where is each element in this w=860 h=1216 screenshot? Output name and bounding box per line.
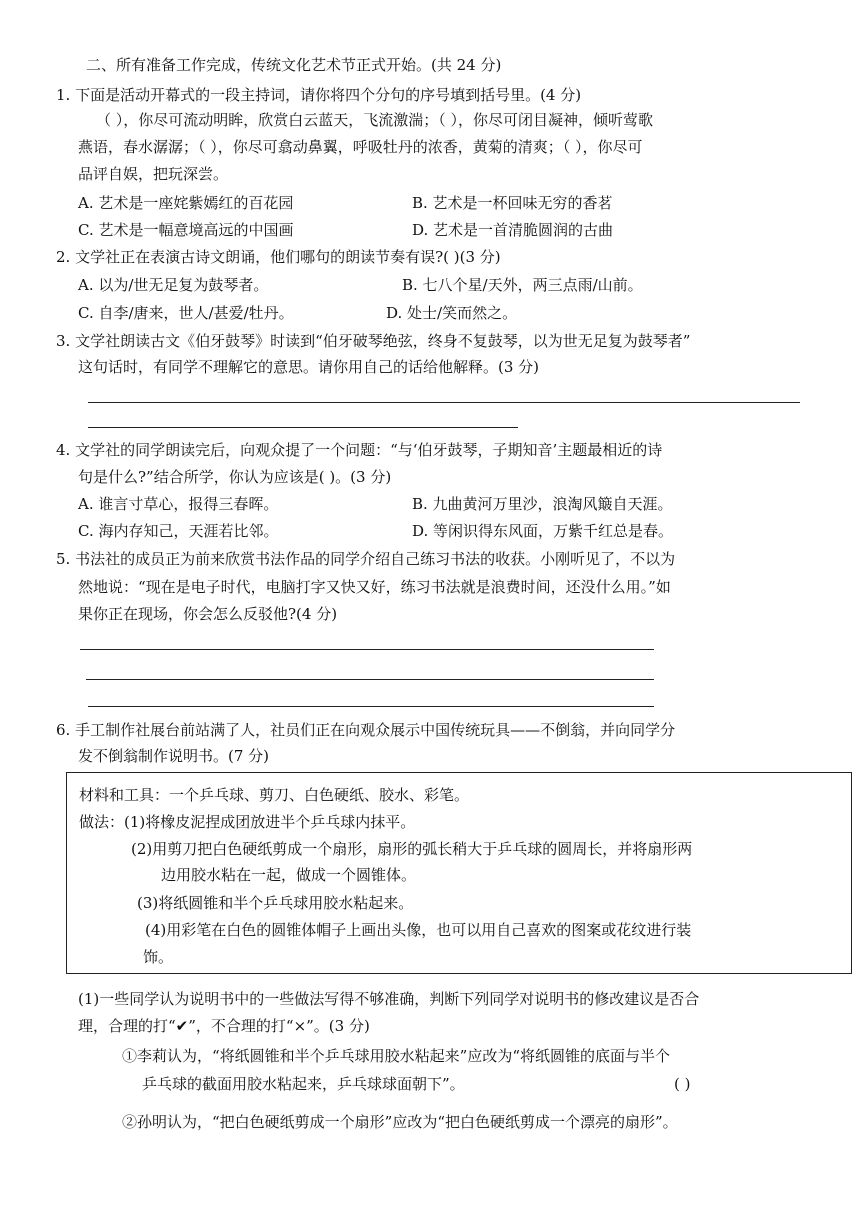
q6-item-1-line-2: 乒乓球的截面用胶水粘起来，乒乓球球面朝下”。: [142, 1075, 465, 1093]
q6-sub1-stem-line-1: (1)一些同学认为说明书中的一些做法写得不够准确，判断下列同学对说明书的修改建议是否合: [78, 990, 700, 1008]
q6-item-2: ②孙明认为，“把白色硬纸剪成一个扇形”应改为“把白色硬纸剪成一个漂亮的扇形”。: [122, 1113, 678, 1131]
q1-passage-line-3: 品评自娱，把玩深尝。: [78, 165, 229, 183]
q1-option-c: C. 艺术是一幅意境高远的中国画: [78, 221, 294, 239]
q4-option-c: C. 海内存知己，天涯若比邻。: [78, 522, 279, 540]
q4-option-a: A. 谁言寸草心，报得三春晖。: [78, 495, 279, 513]
q2-option-d: D. 处士/笑而然之。: [386, 304, 518, 322]
q1-passage-line-2: 燕语，春水潺潺；（ ），你尽可翕动鼻翼，呼吸牡丹的浓香，黄菊的清爽；（ ），你尽可: [78, 138, 643, 156]
q6-stem-line-1: 6. 手工制作社展台前站满了人，社员们正在向观众展示中国传统玩具——不倒翁，并向同学分: [56, 721, 676, 739]
step-4-line-2: 饰。: [143, 948, 174, 966]
q6-sub1-stem-line-2: 理，合理的打“✔”，不合理的打“×”。(3 分): [78, 1017, 370, 1035]
step-4-line-1: (4)用彩笔在白色的圆锥体帽子上画出头像，也可以用自己喜欢的图案或花纹进行装: [145, 921, 692, 939]
q1-option-d: D. 艺术是一首清脆圆润的古曲: [412, 221, 614, 239]
q5-stem-line-1: 5. 书法社的成员正为前来欣赏书法作品的同学介绍自己练习书法的收获。小刚听见了，不以为: [56, 550, 676, 568]
q1-passage-line-1: （ ），你尽可流动明眸，欣赏白云蓝天，飞流激湍；（ ），你尽可闭目凝神，倾听莺歌: [96, 111, 654, 129]
step-3: (3)将纸圆锥和半个乒乓球用胶水粘起来。: [137, 894, 414, 912]
q6-item-1-line-1: ①李莉认为，“将纸圆锥和半个乒乓球用胶水粘起来”应改为“将纸圆锥的底面与半个: [122, 1047, 671, 1065]
q5-stem-line-3: 果你正在现场，你会怎么反驳他?(4 分): [78, 605, 338, 623]
materials-line: 材料和工具：一个乒乓球、剪刀、白色硬纸、胶水、彩笔。: [79, 786, 470, 804]
q6-item-1-answer-blank[interactable]: ( ): [674, 1075, 691, 1093]
q3-stem-line-2: 这句话时，有同学不理解它的意思。请你用自己的话给他解释。(3 分): [78, 358, 540, 376]
q4-option-b: B. 九曲黄河万里沙，浪淘风簸自天涯。: [412, 495, 673, 513]
q5-answer-line-3[interactable]: [88, 706, 654, 707]
q3-answer-line-2[interactable]: [88, 427, 518, 428]
q3-answer-line-1[interactable]: [88, 402, 800, 403]
q4-stem-line-1: 4. 文学社的同学朗读完后，向观众提了一个问题：“与‘伯牙鼓琴，子期知音’主题最相近的诗: [56, 441, 663, 459]
q1-option-b: B. 艺术是一杯回味无穷的香茗: [412, 194, 613, 212]
q3-stem-line-1: 3. 文学社朗读古文《伯牙鼓琴》时读到“伯牙破琴绝弦，终身不复鼓琴，以为世无足复为鼓琴者”: [56, 332, 691, 350]
q2-option-c: C. 自李/唐来，世人/甚爱/牡丹。: [78, 304, 294, 322]
q6-stem-line-2: 发不倒翁制作说明书。(7 分): [78, 747, 270, 765]
q1-option-a: A. 艺术是一座姹紫嫣红的百花园: [78, 194, 294, 212]
step-2-line-2: 边用胶水粘在一起，做成一个圆锥体。: [161, 866, 417, 884]
q2-option-b: B. 七八个星/天外，两三点雨/山前。: [402, 276, 643, 294]
q2-stem: 2. 文学社正在表演古诗文朗诵，他们哪句的朗读节奏有误?( )(3 分): [56, 248, 501, 266]
q5-answer-line-1[interactable]: [80, 649, 654, 650]
q4-option-d: D. 等闲识得东风面，万紫千红总是春。: [412, 522, 674, 540]
q2-option-a: A. 以为/世无足复为鼓琴者。: [78, 276, 269, 294]
instruction-box: [66, 772, 852, 974]
step-1: 做法：(1)将橡皮泥捏成团放进半个乒乓球内抹平。: [79, 813, 416, 831]
step-2-line-1: (2)用剪刀把白色硬纸剪成一个扇形，扇形的弧长稍大于乒乓球的圆周长，并将扇形两: [131, 840, 693, 858]
q5-stem-line-2: 然地说：“现在是电子时代，电脑打字又快又好，练习书法就是浪费时间，还没什么用。”如: [78, 578, 671, 596]
q4-stem-line-2: 句是什么?”结合所学，你认为应该是( )。(3 分): [78, 468, 392, 486]
section-heading: 二、所有准备工作完成，传统文化艺术节正式开始。(共 24 分): [86, 56, 502, 74]
q5-answer-line-2[interactable]: [86, 679, 654, 680]
q1-stem: 1. 下面是活动开幕式的一段主持词，请你将四个分句的序号填到括号里。(4 分): [56, 86, 582, 104]
